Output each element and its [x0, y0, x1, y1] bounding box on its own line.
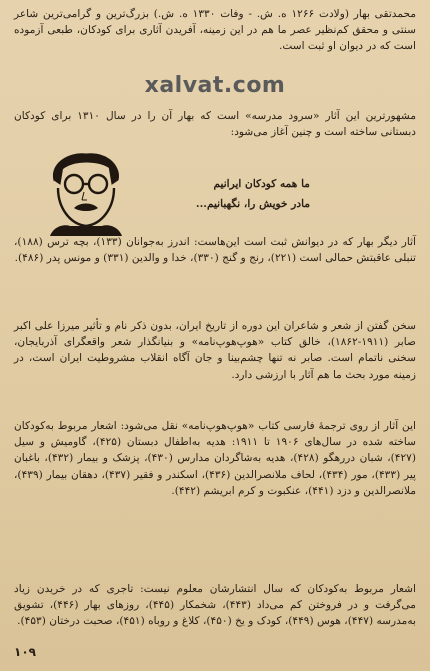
paragraph-other-works: آثار دیگر بهار که در دیوانش ثبت است این‌هاست: اندرز به‌جوانان (۱۳۳)، بچه ترس (۱۸۸)، تنبلی عاقبتش حمالی است (۲۲۱)، رنج و گنج (۳۳۰)، خدا و والدین (۳۳۱) و مونس پدر (۴۸۶).: [14, 236, 416, 265]
paragraph-school-anthem: مشهورترین این آثار «سرود مدرسه» است که بهار آن را در سال ۱۳۱۰ برای کودکان دبستانی ساخته است و چنین آغاز می‌شود:: [14, 110, 416, 139]
poem-line-2: مادر خویش را، نگهبانیم...: [195, 198, 310, 210]
paragraph-bahar-intro: محمدتقی بهار (ولادت ۱۲۶۶ ه. ش. - وفات ۱۳۳۰ ه. ش.) بزرگ‌ترین و گرامی‌ترین شاعر سنتی و محقق کم‌نظیر عصر ما هم در این زمینه، آفریدن آثاری برای کودکان، طبعی آزموده است که در دیوان او ثبت است.: [14, 8, 417, 53]
watermark-text: xalvat.com: [144, 73, 286, 98]
paragraph-hophopnameh-list: این آثار از روی ترجمهٔ فارسی کتاب «هوپ‌هوپ‌نامه» نقل می‌شود: اشعار مربوط به‌کودکان ساخته شده در سال‌های ۱۹۰۶ تا ۱۹۱۱: هدیه به‌اطفال دبستان (۴۲۵)، گاومیش و سیل (۴۲۷)، شبان دررهگو (۴۲۸)، هدیه به‌شاگردان مدارس (۴۳۰)، پزشک و بیمار (۴۳۲)، باغبان پیر (۴۳۳)، مور (۴۳۴)، لحاف ملانصرالدین (۴۳۶)، اسکندر و فقیر (۴۳۷)، دهقان بیمار (۴۳۹)، ملانصرالدین و دزد (۴۴۱)، عنکبوت و کرم ابریشم (۴۴۲).: [14, 420, 416, 497]
paragraph-undated-poems: اشعار مربوط به‌کودکان که سال انتشارشان معلوم نیست: تاجری که در خریدن زیاد می‌گرفت و در فروختن کم می‌داد (۴۴۳)، شخمکار (۴۴۵)، روزهای بهار (۴۴۶)، تشویق به‌مدرسه (۴۴۷)، هوس (۴۴۹)، کودک و یخ (۴۵۰)، کلاغ و روباه (۴۵۱)، صحبت درختان (۴۵۳).: [14, 583, 416, 628]
paragraph-saber: سخن گفتن از شعر و شاعران این دوره از تاریخ ایران، بدون ذکر نام و تأثیر میرزا علی اکبر صابر (۱۹۱۱-۱۸۶۲)، خالق کتاب «هوپ‌هوپ‌نامه» و بنیانگذار شعر واقعگرای آذربایجان، سخنی ناتمام است. صابر نه تنها چشم‌بینا و جان آگاه انقلاب مشروطیت ایران است، در زمینه مورد بحث ما هم آثار با ارزشی دارد.: [14, 320, 416, 381]
page-number: ۱۰۹: [14, 645, 36, 659]
poem-line-1: ما همه کودکان ایرانیم: [213, 178, 310, 190]
portrait-sketch: [40, 150, 132, 236]
